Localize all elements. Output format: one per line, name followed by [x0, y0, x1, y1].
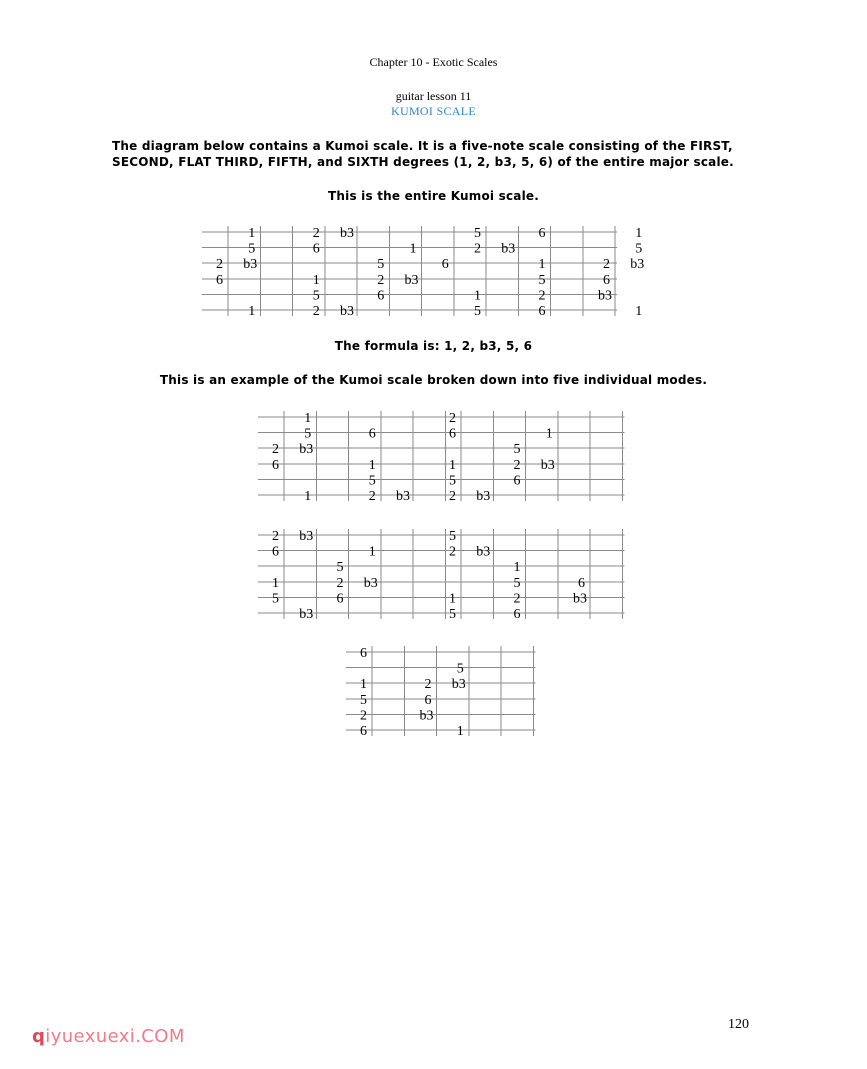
note-label: b3 [476, 544, 491, 560]
note-label: 1 [635, 304, 643, 319]
note-label: 2 [368, 489, 376, 504]
note-label: 1 [513, 560, 521, 576]
note-label: 1 [449, 591, 456, 607]
intro-paragraph: The diagram below contains a Kumoi scale. It is a five-note scale consisting of the FIRST, SECOND, FLAT THIRD, FIFTH, and SIXTH degrees (1, 2, b3, 5, 6) of the entire major scale. [112, 139, 734, 169]
note-label: 1 [456, 724, 464, 739]
note-label: 1 [538, 257, 546, 273]
note-label: 2 [272, 529, 279, 544]
note-label: b3 [340, 304, 354, 319]
note-label: 2 [216, 257, 223, 273]
note-label: b3 [299, 607, 314, 622]
note-label: 2 [513, 457, 521, 473]
lesson-label: guitar lesson 11 [395, 89, 472, 103]
note-label: b3 [419, 708, 434, 724]
note-label: 5 [513, 442, 521, 458]
note-label: b3 [363, 575, 378, 591]
note-label: b3 [540, 457, 555, 473]
caption-formula: The formula is: 1, 2, b3, 5, 6 [334, 339, 533, 353]
note-label: 5 [449, 529, 456, 544]
note-label: 5 [368, 473, 376, 489]
note-label: 1 [312, 272, 320, 288]
note-label: b3 [501, 241, 516, 257]
note-label: 2 [312, 304, 320, 319]
note-label: 6 [603, 272, 610, 288]
note-label: 5 [538, 272, 546, 288]
note-label: 1 [248, 304, 256, 319]
note-label: 6 [360, 646, 367, 661]
note-label: 6 [424, 692, 432, 708]
note-label: 1 [360, 677, 367, 693]
note-label: 6 [449, 426, 456, 442]
page-number: 120 [728, 1017, 749, 1032]
note-label: 6 [312, 241, 320, 257]
note-label: b3 [340, 226, 354, 241]
note-label: 1 [409, 241, 417, 257]
note-label: b3 [573, 591, 587, 607]
note-label: 2 [377, 272, 385, 288]
note-label: 2 [603, 257, 610, 273]
note-label: 1 [474, 288, 481, 304]
note-label: 5 [336, 560, 344, 576]
note-label: 2 [449, 489, 456, 504]
note-label: 6 [538, 304, 546, 319]
note-label: 1 [368, 457, 376, 473]
note-label: 2 [449, 544, 456, 560]
note-label: 6 [377, 288, 385, 304]
note-label: 2 [312, 226, 320, 241]
caption-entire-scale: This is the entire Kumoi scale. [328, 189, 539, 203]
note-label: b3 [396, 489, 410, 504]
note-label: 6 [513, 473, 521, 489]
note-label: 5 [456, 661, 464, 677]
note-label: 6 [578, 575, 585, 591]
note-label: 1 [272, 575, 279, 591]
note-label: 1 [304, 489, 312, 504]
note-label: 5 [449, 607, 456, 622]
note-label: 2 [538, 288, 546, 304]
note-label: 5 [312, 288, 320, 304]
note-label: 2 [449, 411, 456, 426]
note-label: 1 [545, 426, 553, 442]
note-label: 1 [368, 544, 376, 560]
note-label: 1 [635, 226, 643, 241]
note-label: 6 [216, 272, 223, 288]
note-label: 6 [368, 426, 376, 442]
note-label: 6 [272, 457, 279, 473]
note-label: b3 [404, 272, 419, 288]
note-label: 2 [336, 575, 344, 591]
note-label: 6 [538, 226, 546, 241]
note-label: 2 [424, 677, 432, 693]
note-label: 6 [272, 544, 279, 560]
note-label: 5 [635, 241, 643, 257]
note-label: 2 [474, 241, 481, 257]
note-label: b3 [243, 257, 258, 273]
note-label: b3 [299, 442, 314, 458]
note-label: 6 [513, 607, 521, 622]
note-label: 6 [336, 591, 344, 607]
note-label: 2 [513, 591, 521, 607]
note-label: 6 [360, 724, 367, 739]
note-label: b3 [630, 257, 645, 273]
note-label: 5 [449, 473, 456, 489]
caption-modes: This is an example of the Kumoi scale broken down into five individual modes. [159, 373, 708, 387]
note-label: 5 [248, 241, 256, 257]
note-label: 1 [304, 411, 312, 426]
note-label: 5 [474, 226, 481, 241]
note-label: b3 [299, 529, 314, 544]
note-label: 2 [360, 708, 367, 724]
note-label: 5 [360, 692, 367, 708]
note-label: 5 [377, 257, 385, 273]
note-label: b3 [476, 489, 491, 504]
note-label: 5 [474, 304, 481, 319]
note-label: 2 [272, 442, 279, 458]
lesson-subtitle-link[interactable]: KUMOI SCALE [391, 104, 476, 118]
note-label: 5 [272, 591, 279, 607]
note-label: 1 [449, 457, 456, 473]
note-label: 5 [513, 575, 521, 591]
note-label: b3 [451, 677, 466, 693]
note-label: 5 [304, 426, 312, 442]
note-label: b3 [598, 288, 612, 304]
chapter-title: Chapter 10 - Exotic Scales [369, 55, 498, 69]
note-label: 1 [248, 226, 256, 241]
watermark-logo: qiyuexuexi.COM [32, 1026, 185, 1047]
note-label: 6 [441, 257, 449, 273]
